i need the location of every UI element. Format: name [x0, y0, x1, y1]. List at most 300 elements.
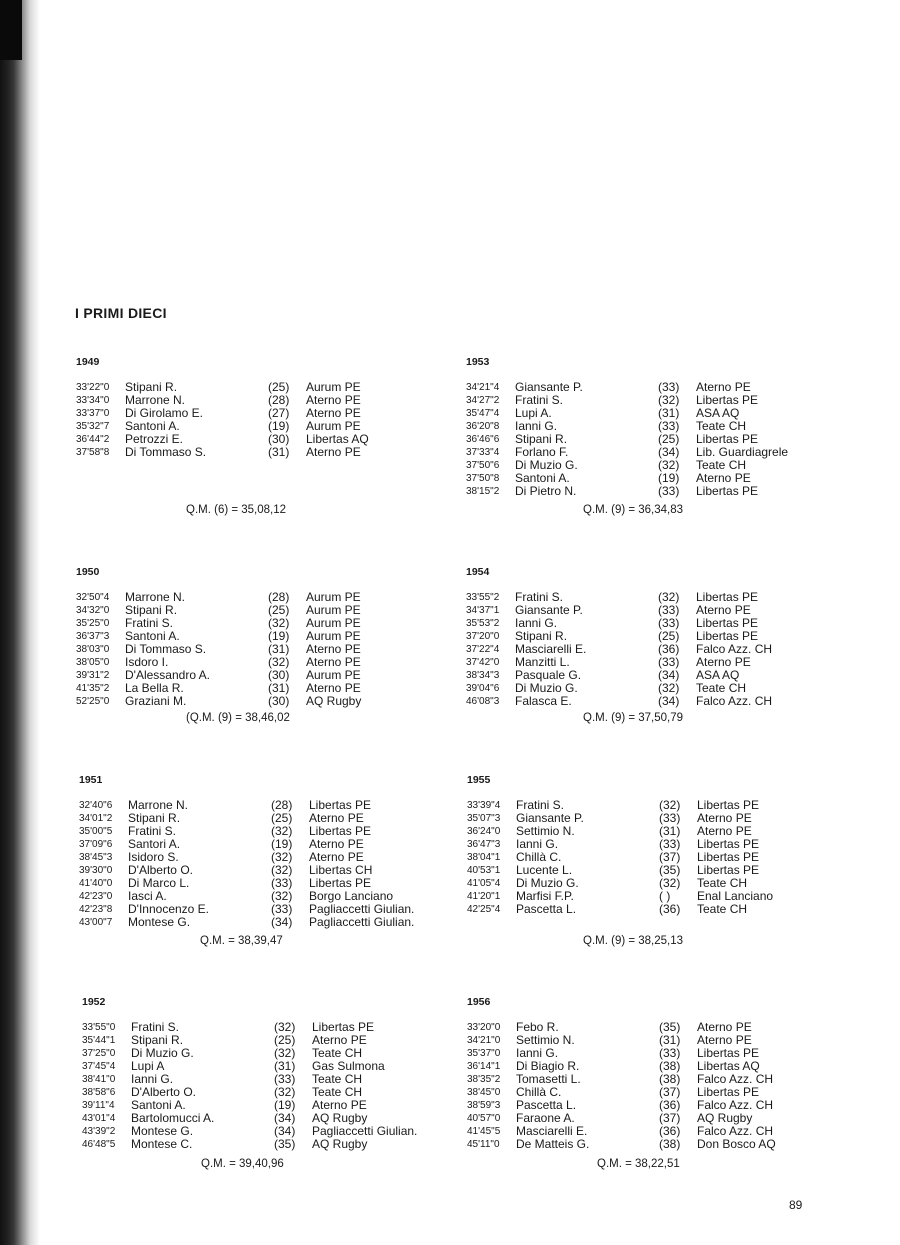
athlete-name: Santoni A. — [515, 471, 570, 485]
result-time: 36'44"2 — [76, 434, 110, 445]
result-row — [467, 889, 774, 903]
result-time: 38'58"6 — [82, 1087, 116, 1098]
club-name: Libertas PE — [696, 393, 759, 407]
result-row — [79, 811, 364, 825]
athlete-name: Stipani R. — [131, 1033, 184, 1047]
result-row — [467, 837, 760, 851]
result-time: 38'03"0 — [76, 644, 110, 655]
result-row — [79, 902, 415, 916]
result-time: 37'50"8 — [466, 473, 500, 484]
year-block-1951 — [79, 774, 415, 929]
result-time: 34'21"4 — [466, 382, 500, 393]
athlete-name: Ianni G. — [515, 616, 558, 630]
athlete-number: (33) — [658, 616, 680, 630]
result-time: 33'55"2 — [466, 592, 500, 603]
club-name: Pagliaccetti Giulian. — [309, 915, 415, 929]
result-row — [466, 694, 773, 708]
athlete-name: Montese C. — [131, 1137, 193, 1151]
athlete-number: (34) — [658, 694, 680, 708]
club-name: Libertas PE — [697, 863, 760, 877]
athlete-name: D'Alessandro A. — [125, 668, 211, 682]
result-time: 42'25"4 — [467, 904, 501, 915]
result-row — [76, 432, 369, 446]
result-time: 34'32"0 — [76, 605, 110, 616]
athlete-name: Pascetta L. — [516, 1098, 577, 1112]
club-name: Libertas PE — [697, 850, 760, 864]
club-name: Aterno PE — [306, 393, 361, 407]
athlete-name: Ianni G. — [516, 1046, 559, 1060]
average-time: Q.M. (9) = 37,50,79 — [583, 712, 684, 724]
result-row — [76, 445, 361, 459]
result-time: 41'45"5 — [467, 1126, 501, 1137]
athlete-name: Isdoro I. — [125, 655, 169, 669]
club-name: AQ Rugby — [697, 1111, 753, 1125]
athlete-name: D'Innocenzo E. — [128, 902, 210, 916]
result-row — [79, 889, 394, 903]
club-name: Teate CH — [696, 458, 747, 472]
result-row — [467, 1033, 752, 1047]
athlete-name: Stipani R. — [515, 432, 568, 446]
club-name: Libertas PE — [309, 824, 372, 838]
result-time: 34'01"2 — [79, 813, 113, 824]
athlete-number: (33) — [274, 1072, 296, 1086]
athlete-number: (38) — [659, 1137, 681, 1151]
athlete-name: Lupi A — [131, 1059, 165, 1073]
club-name: Libertas PE — [309, 876, 372, 890]
athlete-number: (38) — [659, 1072, 681, 1086]
year-block-1956 — [467, 996, 776, 1151]
athlete-name: Ianni G. — [516, 837, 559, 851]
book-binding-shadow — [0, 0, 22, 60]
year-block-1952 — [82, 996, 418, 1151]
athlete-name: Stipani R. — [125, 603, 178, 617]
result-row — [76, 419, 361, 433]
club-name: Teate CH — [696, 681, 747, 695]
athlete-name: Fratini S. — [515, 590, 564, 604]
result-row — [76, 668, 361, 682]
average-time: Q.M. = 38,39,47 — [200, 935, 283, 947]
athlete-name: Manzitti L. — [515, 655, 570, 669]
club-name: AQ Rugby — [306, 694, 362, 708]
result-time: 41'05"4 — [467, 878, 501, 889]
athlete-name: Di Girolamo E. — [125, 406, 204, 420]
athlete-name: Febo R. — [516, 1020, 559, 1034]
club-name: Libertas PE — [312, 1020, 375, 1034]
athlete-number: (31) — [658, 406, 680, 420]
athlete-number: (32) — [271, 863, 293, 877]
club-name: Aterno PE — [696, 380, 751, 394]
athlete-name: D'Alberto O. — [128, 863, 193, 877]
club-name: AQ Rugby — [312, 1111, 368, 1125]
athlete-name: Di Muzio G. — [516, 876, 579, 890]
club-name: Don Bosco AQ — [697, 1137, 776, 1151]
athlete-name: De Matteis G. — [516, 1137, 590, 1151]
result-row — [76, 681, 361, 695]
club-name: Aurum PE — [306, 629, 361, 643]
club-name: Libertas AQ — [697, 1059, 760, 1073]
athlete-number: (33) — [658, 603, 680, 617]
athlete-name: Giansante P. — [515, 380, 583, 394]
athlete-number: (30) — [268, 432, 290, 446]
result-row — [467, 1020, 752, 1034]
result-time: 41'40"0 — [79, 878, 113, 889]
club-name: ASA AQ — [696, 668, 740, 682]
athlete-number: (32) — [658, 458, 680, 472]
club-name: Aterno PE — [696, 471, 751, 485]
athlete-number: (31) — [268, 445, 290, 459]
athlete-number: (35) — [659, 863, 681, 877]
athlete-number: (33) — [271, 902, 293, 916]
result-time: 35'44"1 — [82, 1035, 116, 1046]
result-row — [467, 824, 752, 838]
result-time: 38'45"3 — [79, 852, 113, 863]
club-name: Aterno PE — [697, 1020, 752, 1034]
club-name: Aterno PE — [697, 824, 752, 838]
result-row — [466, 419, 747, 433]
result-row — [466, 655, 751, 669]
result-row — [467, 798, 760, 812]
result-time: 35'37"0 — [467, 1048, 501, 1059]
result-time: 32'50"4 — [76, 592, 110, 603]
result-time: 38'04"1 — [467, 852, 501, 863]
athlete-name: Settimio N. — [516, 824, 575, 838]
year-heading: 1955 — [467, 774, 491, 786]
athlete-number: (33) — [271, 876, 293, 890]
athlete-name: Di Pietro N. — [515, 484, 577, 498]
result-row — [82, 1137, 368, 1151]
club-name: Libertas PE — [309, 798, 372, 812]
result-time: 36'24"0 — [467, 826, 501, 837]
club-name: Aterno PE — [306, 406, 361, 420]
result-time: 35'07"3 — [467, 813, 501, 824]
club-name: Aterno PE — [306, 655, 361, 669]
result-row — [79, 850, 364, 864]
result-time: 35'47"4 — [466, 408, 500, 419]
book-binding-edge — [0, 0, 40, 1245]
athlete-number: (35) — [659, 1020, 681, 1034]
result-time: 35'53"2 — [466, 618, 500, 629]
athlete-number: (19) — [658, 471, 680, 485]
club-name: Teate CH — [312, 1046, 363, 1060]
athlete-number: (28) — [268, 590, 290, 604]
athlete-name: Masciarelli E. — [515, 642, 587, 656]
athlete-number: (36) — [659, 1098, 681, 1112]
athlete-name: Ianni G. — [515, 419, 558, 433]
athlete-name: Santori A. — [128, 837, 181, 851]
club-name: Aurum PE — [306, 616, 361, 630]
athlete-name: Stipani R. — [128, 811, 181, 825]
average-time: (Q.M. (9) = 38,46,02 — [186, 712, 290, 724]
athlete-number: (32) — [268, 655, 290, 669]
club-name: Aterno PE — [306, 445, 361, 459]
club-name: Pagliaccetti Giulian. — [309, 902, 415, 916]
club-name: Enal Lanciano — [697, 889, 774, 903]
result-row — [76, 655, 361, 669]
result-row — [79, 837, 364, 851]
result-row — [467, 1046, 760, 1060]
result-row — [467, 1111, 753, 1125]
athlete-number: (31) — [659, 824, 681, 838]
result-row — [82, 1059, 385, 1073]
result-time: 33'39"4 — [467, 800, 501, 811]
club-name: Falco Azz. CH — [697, 1072, 774, 1086]
athlete-number: (32) — [658, 681, 680, 695]
athlete-number: (38) — [659, 1059, 681, 1073]
athlete-name: Masciarelli E. — [516, 1124, 588, 1138]
year-heading: 1950 — [76, 566, 100, 578]
result-row — [466, 458, 747, 472]
athlete-number: (30) — [268, 668, 290, 682]
club-name: Gas Sulmona — [312, 1059, 385, 1073]
athlete-name: Chillà C. — [516, 850, 562, 864]
club-name: Aterno PE — [697, 1033, 752, 1047]
club-name: Libertas PE — [697, 837, 760, 851]
athlete-number: (25) — [658, 629, 680, 643]
athlete-name: Forlano F. — [515, 445, 569, 459]
athlete-name: Fratini S. — [516, 798, 565, 812]
athlete-name: Graziani M. — [125, 694, 187, 708]
result-row — [82, 1098, 367, 1112]
club-name: Aterno PE — [696, 603, 751, 617]
year-heading: 1954 — [466, 566, 490, 578]
club-name: Lib. Guardiagrele — [696, 445, 789, 459]
result-time: 45'11"0 — [467, 1139, 500, 1150]
result-time: 37'42"0 — [466, 657, 500, 668]
club-name: Falco Azz. CH — [696, 694, 773, 708]
result-row — [82, 1072, 363, 1086]
club-name: Aurum PE — [306, 603, 361, 617]
athlete-number: (34) — [658, 668, 680, 682]
result-row — [466, 380, 751, 394]
result-time: 37'22"4 — [466, 644, 500, 655]
athlete-name: Marrone N. — [128, 798, 189, 812]
result-row — [79, 863, 373, 877]
athlete-number: (19) — [268, 419, 290, 433]
year-heading: 1952 — [82, 996, 106, 1008]
club-name: Pagliaccetti Giulian. — [312, 1124, 418, 1138]
athlete-number: (33) — [659, 837, 681, 851]
club-name: Falco Azz. CH — [697, 1124, 774, 1138]
athlete-name: Chillà C. — [516, 1085, 562, 1099]
athlete-number: ( ) — [659, 889, 671, 903]
result-time: 35'32"7 — [76, 421, 110, 432]
result-time: 39'04"6 — [466, 683, 500, 694]
athlete-number: (36) — [659, 1124, 681, 1138]
result-row — [467, 902, 748, 916]
result-row — [467, 863, 760, 877]
club-name: Aterno PE — [309, 837, 364, 851]
result-time: 38'15"2 — [466, 486, 500, 497]
result-time: 52'25"0 — [76, 696, 110, 707]
result-row — [466, 393, 759, 407]
athlete-number: (33) — [658, 419, 680, 433]
result-time: 33'55"0 — [82, 1022, 116, 1033]
club-name: Libertas PE — [697, 1046, 760, 1060]
athlete-number: (31) — [268, 642, 290, 656]
result-row — [76, 616, 361, 630]
year-block-1954 — [466, 566, 773, 708]
result-time: 39'11"4 — [82, 1100, 115, 1111]
result-row — [467, 1085, 760, 1099]
result-time: 33'34"0 — [76, 395, 110, 406]
club-name: Aterno PE — [309, 850, 364, 864]
average-time: Q.M. = 38,22,51 — [597, 1158, 680, 1170]
result-row — [466, 681, 747, 695]
athlete-name: Di Tommaso S. — [125, 642, 207, 656]
athlete-name: Stipani R. — [515, 629, 568, 643]
result-time: 34'27"2 — [466, 395, 500, 406]
club-name: Aurum PE — [306, 590, 361, 604]
athlete-name: Isidoro S. — [128, 850, 179, 864]
athlete-name: Santoni A. — [131, 1098, 186, 1112]
result-time: 42'23"0 — [79, 891, 113, 902]
result-time: 41'35"2 — [76, 683, 110, 694]
result-time: 34'21"0 — [467, 1035, 501, 1046]
athlete-number: (32) — [274, 1020, 296, 1034]
athlete-number: (28) — [268, 393, 290, 407]
result-row — [466, 484, 759, 498]
result-time: 38'59"3 — [467, 1100, 501, 1111]
athlete-number: (33) — [659, 1046, 681, 1060]
year-block-1955 — [467, 774, 774, 916]
result-row — [79, 915, 415, 929]
athlete-number: (32) — [271, 850, 293, 864]
result-row — [466, 471, 751, 485]
club-name: Libertas PE — [697, 1085, 760, 1099]
club-name: Aterno PE — [306, 642, 361, 656]
result-time: 37'45"4 — [82, 1061, 116, 1072]
result-row — [467, 1072, 774, 1086]
result-row — [76, 393, 361, 407]
athlete-number: (36) — [658, 642, 680, 656]
club-name: Libertas PE — [696, 616, 759, 630]
athlete-number: (32) — [658, 393, 680, 407]
year-block-1953 — [466, 356, 789, 498]
athlete-number: (34) — [274, 1124, 296, 1138]
result-row — [466, 406, 740, 420]
result-time: 38'05"0 — [76, 657, 110, 668]
result-time: 33'37"0 — [76, 408, 110, 419]
athlete-number: (32) — [274, 1085, 296, 1099]
athlete-number: (31) — [274, 1059, 296, 1073]
athlete-name: Santoni A. — [125, 629, 180, 643]
average-time: Q.M. (9) = 38,25,13 — [583, 935, 684, 947]
result-time: 43'01"4 — [82, 1113, 116, 1124]
result-time: 41'20"1 — [467, 891, 501, 902]
athlete-number: (32) — [268, 616, 290, 630]
club-name: Aurum PE — [306, 668, 361, 682]
average-time: Q.M. (9) = 36,34,83 — [583, 504, 684, 516]
club-name: Libertas PE — [696, 432, 759, 446]
athlete-name: Di Tommaso S. — [125, 445, 207, 459]
result-row — [76, 406, 361, 420]
result-time: 36'20"8 — [466, 421, 500, 432]
club-name: Aterno PE — [697, 811, 752, 825]
athlete-name: Bartolomucci A. — [131, 1111, 215, 1125]
result-row — [82, 1085, 363, 1099]
athlete-name: Stipani R. — [125, 380, 178, 394]
year-block-1950 — [76, 566, 362, 708]
athlete-number: (33) — [658, 655, 680, 669]
result-row — [467, 811, 752, 825]
athlete-number: (25) — [274, 1033, 296, 1047]
year-block-1949 — [76, 356, 369, 459]
athlete-name: Giansante P. — [515, 603, 583, 617]
athlete-number: (32) — [658, 590, 680, 604]
athlete-name: Fratini S. — [131, 1020, 180, 1034]
club-name: Aurum PE — [306, 419, 361, 433]
athlete-name: Settimio N. — [516, 1033, 575, 1047]
result-time: 43'00"7 — [79, 917, 113, 928]
result-row — [76, 629, 361, 643]
athlete-name: Di Muzio G. — [515, 458, 578, 472]
club-name: Borgo Lanciano — [309, 889, 394, 903]
result-row — [466, 616, 759, 630]
athlete-name: Montese G. — [128, 915, 191, 929]
result-time: 35'25"0 — [76, 618, 110, 629]
athlete-number: (28) — [271, 798, 293, 812]
athlete-name: Fratini S. — [125, 616, 174, 630]
result-time: 37'25"0 — [82, 1048, 116, 1059]
club-name: Aterno PE — [309, 811, 364, 825]
average-time: Q.M. (6) = 35,08,12 — [186, 504, 287, 516]
athlete-name: La Bella R. — [125, 681, 184, 695]
page-title: I PRIMI DIECI — [75, 305, 167, 321]
athlete-number: (32) — [659, 876, 681, 890]
result-time: 37'58"8 — [76, 447, 110, 458]
result-time: 43'39"2 — [82, 1126, 116, 1137]
athlete-name: Fratini S. — [128, 824, 177, 838]
average-time: Q.M. = 39,40,96 — [201, 1158, 284, 1170]
result-row — [467, 1059, 760, 1073]
result-time: 36'14"1 — [467, 1061, 501, 1072]
result-row — [467, 1124, 774, 1138]
result-row — [466, 642, 773, 656]
club-name: ASA AQ — [696, 406, 740, 420]
athlete-number: (36) — [659, 902, 681, 916]
club-name: Libertas CH — [309, 863, 373, 877]
result-time: 35'00"5 — [79, 826, 113, 837]
result-row — [467, 876, 748, 890]
club-name: Aterno PE — [696, 655, 751, 669]
result-row — [467, 1137, 776, 1151]
athlete-number: (31) — [659, 1033, 681, 1047]
club-name: Libertas AQ — [306, 432, 369, 446]
year-heading: 1956 — [467, 996, 491, 1008]
result-time: 39'30"0 — [79, 865, 113, 876]
athlete-number: (34) — [658, 445, 680, 459]
athlete-name: Falasca E. — [515, 694, 572, 708]
athlete-name: Faraone A. — [516, 1111, 575, 1125]
result-row — [79, 876, 372, 890]
club-name: Libertas PE — [696, 629, 759, 643]
result-row — [76, 694, 362, 708]
club-name: AQ Rugby — [312, 1137, 368, 1151]
result-time: 39'31"2 — [76, 670, 110, 681]
result-time: 33'20"0 — [467, 1022, 501, 1033]
result-time: 46'48"5 — [82, 1139, 116, 1150]
athlete-name: Marrone N. — [125, 590, 186, 604]
result-row — [466, 603, 751, 617]
club-name: Libertas PE — [697, 798, 760, 812]
athlete-number: (32) — [271, 889, 293, 903]
athlete-number: (33) — [659, 811, 681, 825]
athlete-number: (34) — [271, 915, 293, 929]
athlete-number: (25) — [268, 380, 290, 394]
result-time: 40'53"1 — [467, 865, 501, 876]
result-row — [82, 1124, 418, 1138]
athlete-number: (19) — [274, 1098, 296, 1112]
